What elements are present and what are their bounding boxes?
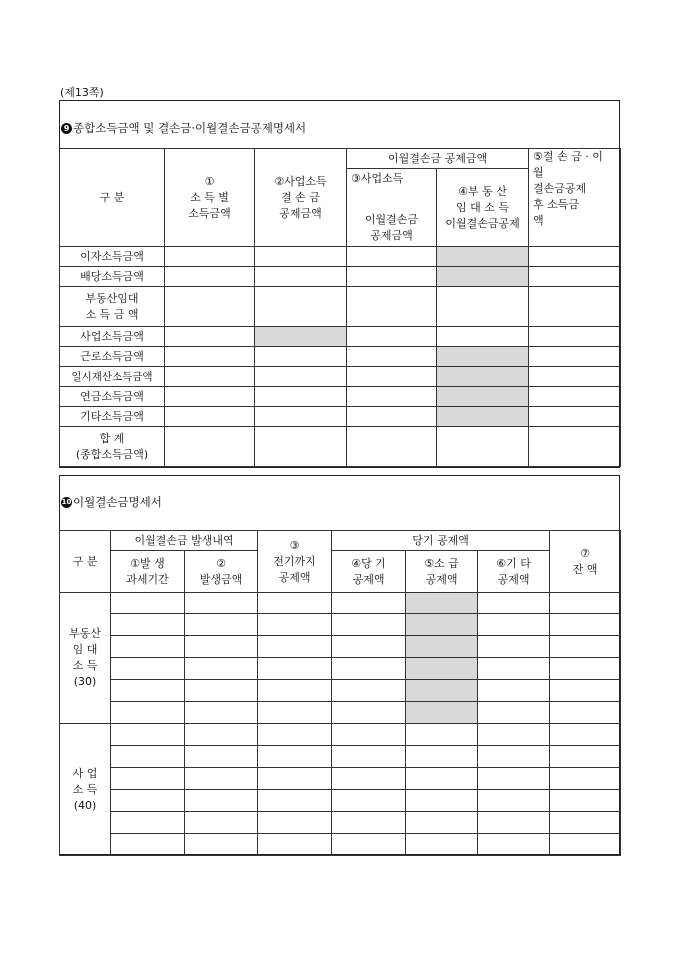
cell[interactable] — [406, 790, 478, 812]
cell[interactable] — [332, 812, 406, 834]
cell[interactable] — [255, 347, 347, 367]
row-label: 연금소득금액 — [60, 387, 165, 407]
cell[interactable] — [258, 658, 332, 680]
shaded-cell — [406, 658, 478, 680]
col-occurrence-amount: ② 발생금액 — [185, 551, 258, 593]
cell[interactable] — [406, 746, 478, 768]
cell[interactable] — [185, 768, 258, 790]
cell[interactable] — [185, 724, 258, 746]
cell[interactable] — [165, 347, 255, 367]
cell[interactable] — [165, 427, 255, 467]
col-business-carryover-bottom: 이월결손금 공제금액 — [347, 189, 437, 247]
row-label: 부동산임대 소 득 금 액 — [60, 287, 165, 327]
row-label: 기타소득금액 — [60, 407, 165, 427]
cell[interactable] — [550, 724, 621, 746]
shaded-cell — [437, 367, 529, 387]
cell[interactable] — [529, 387, 621, 407]
cell[interactable] — [185, 636, 258, 658]
cell[interactable] — [258, 812, 332, 834]
cell[interactable] — [165, 287, 255, 327]
table-row — [60, 812, 621, 834]
cell[interactable] — [478, 724, 550, 746]
cell[interactable] — [406, 768, 478, 790]
row-label: 근로소득금액 — [60, 347, 165, 367]
cell[interactable] — [258, 614, 332, 636]
cell[interactable] — [347, 287, 437, 327]
cell[interactable] — [437, 287, 529, 327]
page-number: (제13쪽) — [60, 86, 104, 99]
table-row — [60, 247, 621, 267]
table-row — [60, 287, 621, 327]
cell[interactable] — [255, 287, 347, 327]
cell[interactable] — [478, 812, 550, 834]
cell[interactable] — [332, 636, 406, 658]
cell[interactable] — [255, 247, 347, 267]
cell[interactable] — [185, 614, 258, 636]
table-row — [60, 367, 621, 387]
col-rental-carryover: ④부 동 산 임 대 소 득 이월결손금공제 — [437, 169, 529, 247]
shaded-cell — [437, 267, 529, 287]
cell[interactable] — [332, 593, 406, 614]
cell[interactable] — [529, 427, 621, 467]
col-business-carryover-top: ③사업소득 — [347, 169, 437, 189]
category-header: 구 분 — [60, 531, 111, 593]
cell[interactable] — [332, 746, 406, 768]
cell[interactable] — [529, 407, 621, 427]
category-header: 구 분 — [60, 149, 165, 247]
cell[interactable] — [550, 702, 621, 724]
cell[interactable] — [529, 367, 621, 387]
row-label: 일시재산소득금액 — [60, 367, 165, 387]
row-label: 합 계 (종합소득금액) — [60, 427, 165, 467]
shaded-cell — [406, 614, 478, 636]
cell[interactable] — [332, 658, 406, 680]
cell[interactable] — [165, 407, 255, 427]
col-income-by-type: ① 소 득 별 소득금액 — [165, 149, 255, 247]
shaded-cell — [406, 680, 478, 702]
col-occurrence-period: ①발 생 과세기간 — [111, 551, 185, 593]
shaded-cell — [437, 247, 529, 267]
shaded-cell — [406, 702, 478, 724]
cell[interactable] — [347, 267, 437, 287]
cell[interactable] — [550, 746, 621, 768]
shaded-cell — [406, 636, 478, 658]
table-row — [60, 834, 621, 856]
table-row — [60, 267, 621, 287]
row-label: 이자소득금액 — [60, 247, 165, 267]
cell[interactable] — [332, 614, 406, 636]
cell[interactable] — [478, 614, 550, 636]
cell[interactable] — [437, 327, 529, 347]
cell[interactable] — [347, 407, 437, 427]
cell[interactable] — [165, 327, 255, 347]
cell[interactable] — [332, 834, 406, 856]
cell[interactable] — [347, 367, 437, 387]
col-carryback-deduction: ⑤소 급 공제액 — [406, 551, 478, 593]
cell[interactable] — [111, 636, 185, 658]
cell[interactable] — [347, 247, 437, 267]
cell[interactable] — [347, 327, 437, 347]
income-table — [59, 148, 621, 467]
section1-title — [61, 120, 306, 136]
section1-title-text: 종합소득금액 및 결손금·이월결손금공제명세서 — [73, 121, 307, 135]
cell[interactable] — [111, 768, 185, 790]
cell[interactable] — [478, 768, 550, 790]
cell[interactable] — [550, 636, 621, 658]
carryover-group-header: 이월결손금 공제금액 — [347, 149, 529, 169]
table-row — [60, 593, 621, 614]
cell[interactable] — [255, 267, 347, 287]
cell[interactable] — [165, 247, 255, 267]
cell[interactable] — [529, 287, 621, 327]
table-row — [60, 636, 621, 658]
cell[interactable] — [255, 427, 347, 467]
cell[interactable] — [478, 746, 550, 768]
table-row — [60, 790, 621, 812]
table-row — [60, 347, 621, 367]
cell[interactable] — [332, 680, 406, 702]
cell[interactable] — [255, 407, 347, 427]
cell[interactable] — [255, 367, 347, 387]
cell[interactable] — [529, 327, 621, 347]
cell[interactable] — [258, 746, 332, 768]
current-deduction-group-header: 당기 공제액 — [332, 531, 550, 551]
section2-badge-icon: 10 — [61, 498, 72, 506]
shaded-cell — [255, 327, 347, 347]
cell[interactable] — [185, 790, 258, 812]
cell[interactable] — [255, 387, 347, 407]
cell[interactable] — [478, 680, 550, 702]
cell[interactable] — [165, 387, 255, 407]
section2-title-text: 이월결손금명세서 — [73, 495, 162, 509]
shaded-cell — [437, 387, 529, 407]
table-row — [60, 702, 621, 724]
table-row — [60, 614, 621, 636]
cell[interactable] — [478, 636, 550, 658]
cell[interactable] — [185, 746, 258, 768]
cell[interactable] — [550, 680, 621, 702]
table-row — [60, 407, 621, 427]
cell[interactable] — [332, 724, 406, 746]
cell[interactable] — [406, 724, 478, 746]
cell[interactable] — [478, 834, 550, 856]
cell[interactable] — [185, 658, 258, 680]
col-other-deduction: ⑥기 타 공제액 — [478, 551, 550, 593]
row-label: 사업소득금액 — [60, 327, 165, 347]
cell[interactable] — [111, 812, 185, 834]
shaded-cell — [437, 347, 529, 367]
cell[interactable] — [258, 768, 332, 790]
cell[interactable] — [347, 387, 437, 407]
cell[interactable] — [111, 680, 185, 702]
col-income-after-deduction: ⑤결 손 금 · 이 월 결손금공제 후 소득금 액 — [529, 149, 621, 247]
cell[interactable] — [332, 702, 406, 724]
cell[interactable] — [332, 768, 406, 790]
cell[interactable] — [111, 746, 185, 768]
cell[interactable] — [111, 834, 185, 856]
cell[interactable] — [550, 834, 621, 856]
cell[interactable] — [550, 658, 621, 680]
table-row — [60, 327, 621, 347]
cell[interactable] — [550, 812, 621, 834]
cell[interactable] — [185, 702, 258, 724]
cell[interactable] — [111, 790, 185, 812]
cell[interactable] — [258, 593, 332, 614]
cell[interactable] — [550, 593, 621, 614]
table-row — [60, 387, 621, 407]
row-label: 배당소득금액 — [60, 267, 165, 287]
table-row — [60, 724, 621, 746]
cell[interactable] — [478, 593, 550, 614]
total-row — [60, 427, 621, 467]
cell[interactable] — [550, 614, 621, 636]
cell[interactable] — [111, 593, 185, 614]
cell[interactable] — [111, 724, 185, 746]
col-deducted-prior: ③ 전기까지 공제액 — [258, 531, 332, 593]
cell[interactable] — [111, 614, 185, 636]
cell[interactable] — [478, 702, 550, 724]
table-row — [60, 680, 621, 702]
cell[interactable] — [111, 702, 185, 724]
cell[interactable] — [529, 267, 621, 287]
carryover-table — [59, 530, 621, 856]
cell[interactable] — [258, 680, 332, 702]
table-row — [60, 746, 621, 768]
col-current-deduction: ④당 기 공제액 — [332, 551, 406, 593]
cell[interactable] — [185, 680, 258, 702]
cell[interactable] — [258, 834, 332, 856]
table-row — [60, 658, 621, 680]
cell[interactable] — [529, 347, 621, 367]
cell[interactable] — [185, 812, 258, 834]
col-balance: ⑦ 잔 액 — [550, 531, 621, 593]
cell[interactable] — [550, 790, 621, 812]
cell[interactable] — [258, 724, 332, 746]
cell[interactable] — [258, 636, 332, 658]
cell[interactable] — [332, 790, 406, 812]
table-row — [60, 768, 621, 790]
cell[interactable] — [478, 790, 550, 812]
cell[interactable] — [478, 658, 550, 680]
cell[interactable] — [165, 267, 255, 287]
cell[interactable] — [529, 247, 621, 267]
cell[interactable] — [406, 834, 478, 856]
section1-badge-icon: 9 — [61, 123, 72, 134]
cell[interactable] — [258, 790, 332, 812]
cell[interactable] — [111, 658, 185, 680]
cell[interactable] — [185, 593, 258, 614]
section2-title — [61, 494, 162, 510]
cell[interactable] — [406, 812, 478, 834]
cell[interactable] — [437, 427, 529, 467]
occurrence-group-header: 이월결손금 발생내역 — [111, 531, 258, 551]
cell[interactable] — [347, 347, 437, 367]
cell[interactable] — [185, 834, 258, 856]
shaded-cell — [406, 593, 478, 614]
col-business-loss-deduction: ②사업소득 결 손 금 공제금액 — [255, 149, 347, 247]
cell[interactable] — [165, 367, 255, 387]
cell[interactable] — [550, 768, 621, 790]
row-group-rental: 부동산 임 대 소 득 (30) — [60, 593, 111, 724]
cell[interactable] — [258, 702, 332, 724]
cell[interactable] — [347, 427, 437, 467]
row-group-business: 사 업 소 득 (40) — [60, 724, 111, 856]
shaded-cell — [437, 407, 529, 427]
